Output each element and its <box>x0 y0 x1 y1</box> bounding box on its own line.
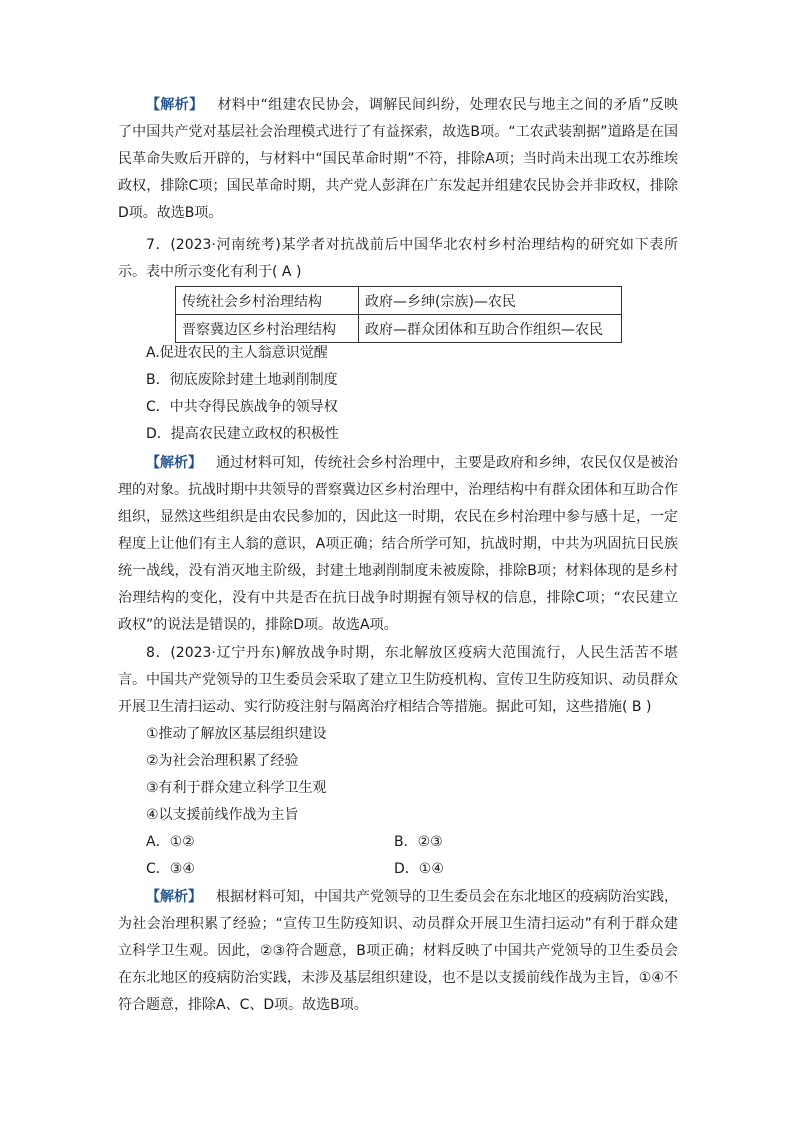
question-7-stem: 7．(2023·河南统考)某学者对抗战前后中国华北农村乡村治理结构的研究如下表所示。表中所示变化有利于( A ) <box>118 237 678 280</box>
q8-item-1: ①推动了解放区基层组织建设 <box>146 726 327 742</box>
analysis-text: 通过材料可知，传统社会乡村治理中，主要是政府和乡绅，农民仅仅是被治理的对象。抗战时期中共领导的晋察冀边区乡村治理中，治理结构中有群众团体和互助合作组织，显然这些组织是由农民参加的，因此这一时期，农民在乡村治理中参与感十足，一定程度上让他们有主人翁的意识，A项正确；结合所学可知，抗战时期，中共为巩固抗日民族统一战线，没有消灭地主阶级，封建土地剥削制度未被废除，排除B项；材料体现的是乡村治理结构的变化，没有中共是否在抗日战争时期握有领导权的信息，排除C项；“农民建立政权”的说法是错误的，排除D项。故选A项。 <box>118 455 678 633</box>
q8-item-2: ②为社会治理积累了经验 <box>146 753 299 769</box>
q7-option-d: D．提高农民建立政权的积极性 <box>146 426 339 442</box>
analysis-text: 材料中“组建农民协会，调解民间纠纷，处理农民与地主之间的矛盾”反映了中国共产党对基层社会治理模式进行了有益探索，故选B项。“工农武装割据”道路是在国民革命失败后开辟的，与材料中“国民革命时期”不符，排除A项；当时尚未出现工农苏维埃政权，排除C项；国民革命时期，共产党人彭湃在广东发起并组建农民协会并非政权，排除D项。故选B项。 <box>118 97 678 221</box>
table-cell: 晋察冀边区乡村治理结构 <box>176 315 359 343</box>
q8-option-c: C．③④ <box>146 861 195 877</box>
q8-option-d: D．①④ <box>394 861 444 877</box>
q7-option-b: B．彻底废除封建土地剥削制度 <box>146 372 338 388</box>
analysis-block-3 <box>118 884 678 1019</box>
q7-option-c: C．中共夺得民族战争的领导权 <box>146 399 338 415</box>
analysis-block-2 <box>118 450 678 639</box>
table-row <box>176 287 622 315</box>
table-row <box>176 315 622 343</box>
analysis-tag: 【解析】 <box>146 455 202 471</box>
analysis-tag: 【解析】 <box>146 97 204 113</box>
q8-item-4: ④以支援前线作战为主旨 <box>146 807 299 823</box>
analysis-tag: 【解析】 <box>146 889 202 905</box>
question-8-stem: 8．(2023·辽宁丹东)解放战争时期，东北解放区疫病大范围流行，人民生活苦不堪言。中国共产党领导的卫生委员会采取了建立卫生防疫机构、宣传卫生防疫知识、动员群众开展卫生清扫运动、实行防疫注射与隔离治疗相结合等措施。据此可知，这些措施( B ) <box>118 645 678 715</box>
governance-structure-table <box>175 286 622 343</box>
table-cell: 政府—群众团体和互助合作组织—农民 <box>359 315 622 343</box>
table-cell: 政府—乡绅(宗族)—农民 <box>359 287 622 315</box>
table-cell: 传统社会乡村治理结构 <box>176 287 359 315</box>
analysis-block-1 <box>118 92 678 227</box>
analysis-text: 根据材料可知，中国共产党领导的卫生委员会在东北地区的疫病防治实践，为社会治理积累了经验；“宣传卫生防疫知识、动员群众开展卫生清扫运动”有利于群众建立科学卫生观。因此，②③符合题意，B项正确；材料反映了中国共产党领导的卫生委员会在东北地区的疫病防治实践，未涉及基层组织建设，也不是以支援前线作战为主旨，①④不符合题意，排除A、C、D项。故选B项。 <box>118 889 678 1013</box>
q7-option-a: A.促进农民的主人翁意识觉醒 <box>146 345 328 361</box>
q8-option-a: A．①② <box>146 834 195 850</box>
q8-option-b: B．②③ <box>394 834 443 850</box>
q8-item-3: ③有利于群众建立科学卫生观 <box>146 780 327 796</box>
